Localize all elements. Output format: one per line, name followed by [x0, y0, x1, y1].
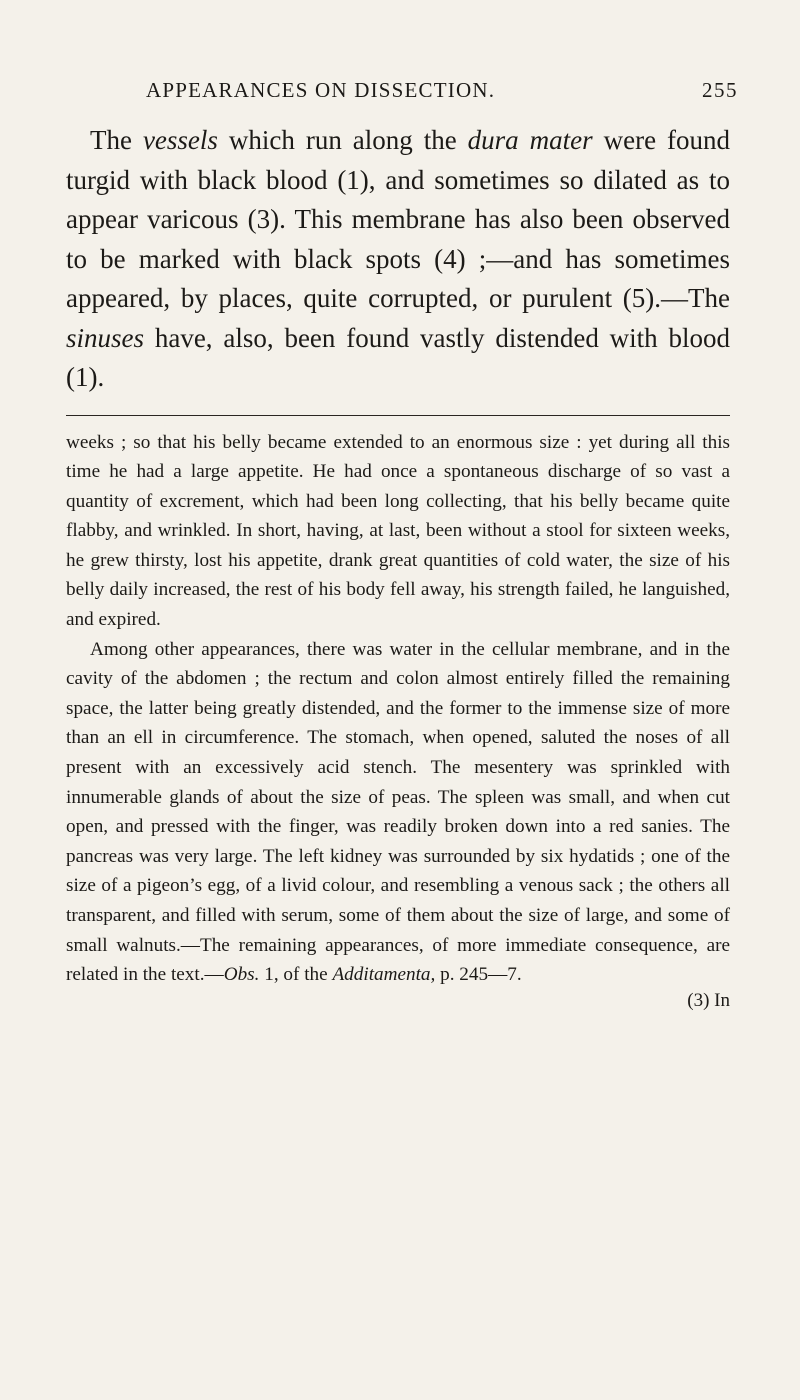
text-run: which run along the: [217, 125, 468, 155]
footnote-divider: [66, 415, 730, 416]
text-run: The: [90, 125, 143, 155]
italic-term: sinuses: [66, 322, 145, 353]
italic-term: vessels: [142, 125, 218, 155]
italic-term: Additamenta,: [332, 964, 436, 986]
text-run: p. 245—7.: [435, 964, 522, 986]
footnote: [66, 428, 730, 1016]
text-run: Among other appearances, there was water in the cellular membrane, and in the cavity of the abdomen ; the rectum and colon almost entirely filled the remaining space, the latter being greatly distended, and the former to the immense size of more than an ell in circumference. The stomach, when opened, saluted the noses of all present with an excessively acid stench. The mesentery was sprinkled with innumerable glands of about the size of peas. The spleen was small, and when cut open, and pressed with the finger, was readily broken down into a red sanies. The pancreas was very large. The left kidney was surrounded by six hydatids ; one of the size of a pigeon’s egg, of a livid colour, and resembling a venous sack ; the others all transparent, and filled with serum, some of them about the size of large, and some of small walnuts.—The remaining appearances, of more immediate consequence, are related in the text.—: [66, 638, 730, 986]
footnote-paragraph-1: weeks ; so that his belly became extended to an enormous size : yet during all this time he had a large appetite. He had once a spontaneous discharge of so vast a quantity of excrement, which had been long collecting, that his belly became quite flabby, and wrinkled. In short, having, at last, been without a stool for sixteen weeks, he grew thirsty, lost his appetite, drank great quantities of cold water, the size of his belly daily increased, the rest of his body fell away, his strength failed, he languished, and expired.: [66, 431, 730, 631]
footnote-paragraph-2: [66, 635, 730, 990]
text-run: 1, of the: [259, 964, 333, 986]
catchword: (3) In: [687, 989, 730, 1011]
page-number: 255: [702, 78, 738, 102]
text-run: were found turgid with black blood (1), and sometimes so dilated as to appear varicous (3). This membrane has also been observed to be marked with black spots (4) ;—and has sometimes appeared, by places, quite corrupted, or purulent (5).—The: [66, 125, 731, 313]
running-head: APPEARANCES ON DISSECTION.: [146, 78, 496, 102]
main-paragraph: [66, 121, 730, 398]
text-run: have, also, been found vastly distended with blood (1).: [66, 322, 730, 392]
page-header: [66, 78, 738, 103]
main-text: [66, 121, 730, 398]
italic-term: Obs.: [223, 964, 260, 986]
italic-term: dura mater: [467, 125, 593, 155]
